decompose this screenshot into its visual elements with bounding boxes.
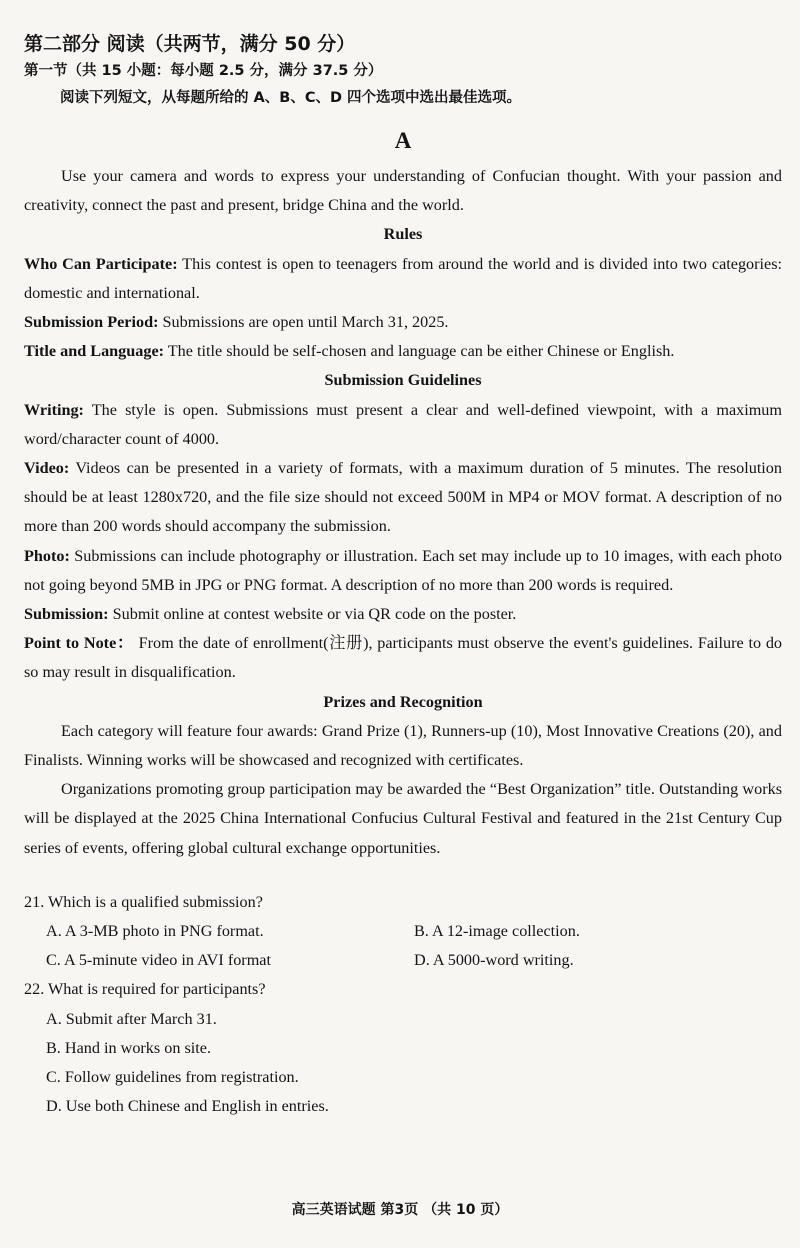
guideline-label: Writing: (24, 400, 84, 419)
option-c: C. A 5-minute video in AVI format (46, 951, 271, 970)
rule-text: This contest is open to teenagers from around the world and is divided into two categories: domestic and international. (24, 254, 783, 302)
rule-participate (24, 250, 782, 308)
guideline-text: From the date of enrollment(注册), participants must observe the event's guidelines. Failure to do so may result in disqualification. (24, 634, 783, 682)
guideline-text: Submit online at contest website or via QR code on the poster. (108, 605, 517, 624)
page-footer: 高三英语试题 第3页 （共 10 页） (291, 1202, 509, 1218)
instruction: 阅读下列短文，从每题所给的 A、B、C、D 四个选项中选出最佳选项。 (60, 90, 522, 106)
guideline-writing (24, 396, 782, 454)
option-d: D. A 5000-word writing. (414, 951, 574, 970)
questions (24, 888, 782, 1122)
rule-label: Title and Language: (24, 342, 165, 361)
passage-intro: Use your camera and words to express your understanding of Confucian thought. With your passion and creativity, connect the past and present, bridge China and the world. (24, 167, 782, 215)
option-b: B. A 12-image collection. (414, 922, 580, 941)
rule-text: Submissions are open until March 31, 2025. (158, 313, 449, 332)
guideline-label: Video: (24, 459, 70, 478)
option-a: A. A 3-MB photo in PNG format. (46, 922, 264, 941)
prizes-heading: Prizes and Recognition (323, 692, 483, 711)
guideline-label: Point to Note： (24, 634, 134, 653)
rule-text: The title should be self-chosen and language can be either Chinese or English. (164, 342, 675, 361)
guideline-text: The style is open. Submissions must present a clear and well-defined viewpoint, with a maximum word/character count of 4000. (24, 400, 782, 448)
option-row (24, 946, 782, 975)
guideline-text: Videos can be presented in a variety of formats, with a maximum duration of 5 minutes. The resolution should be at least 1280x720, and the file size should not exceed 500M in MP4 or MOV format. A description of no more than 200 words should accompany the submission. (24, 459, 782, 536)
rule-label: Submission Period: (24, 313, 159, 332)
guideline-video (24, 454, 782, 542)
question-stem: 21. Which is a qualified submission? (24, 892, 263, 911)
rules-heading: Rules (383, 225, 423, 244)
prizes-paragraph: Organizations promoting group participation may be awarded the “Best Organization” title. Outstanding works will be displayed at the 2025 China International Confucius Cultural Festival and featured in the 21st Century Cup series of events, offering global cultural exchange opportunities. (24, 780, 782, 857)
part-title: 第二部分 阅读（共两节，满分 50 分） (24, 33, 356, 55)
guideline-text: Submissions can include photography or illustration. Each set may include up to 10 images, with each photo not going beyond 5MB in JPG or PNG format. A description of no more than 200 words is required. (24, 546, 782, 594)
guideline-label: Photo: (24, 546, 70, 565)
guideline-photo (24, 542, 782, 600)
question-stem: 22. What is required for participants? (24, 980, 266, 999)
guidelines-heading: Submission Guidelines (324, 371, 482, 390)
option-b: B. Hand in works on site. (46, 1038, 212, 1057)
rule-title-language (24, 337, 782, 366)
guideline-submission (24, 600, 782, 629)
section-line: 第一节（共 15 小题：每小题 2.5 分，满分 37.5 分） (24, 63, 383, 79)
option-c: C. Follow guidelines from registration. (46, 1068, 299, 1087)
guideline-point-to-note (24, 629, 782, 687)
prizes-paragraph: Each category will feature four awards: Grand Prize (1), Runners-up (10), Most Innovative Creations (20), and Finalists. Winning works will be showcased and recognized with certificates. (24, 721, 782, 770)
passage-letter: A (394, 128, 412, 153)
option-row (24, 917, 782, 946)
option-a: A. Submit after March 31. (46, 1009, 217, 1028)
guideline-label: Submission: (24, 605, 109, 624)
rule-label: Who Can Participate: (24, 254, 178, 273)
option-d: D. Use both Chinese and English in entries. (46, 1097, 329, 1116)
rule-period (24, 308, 782, 337)
